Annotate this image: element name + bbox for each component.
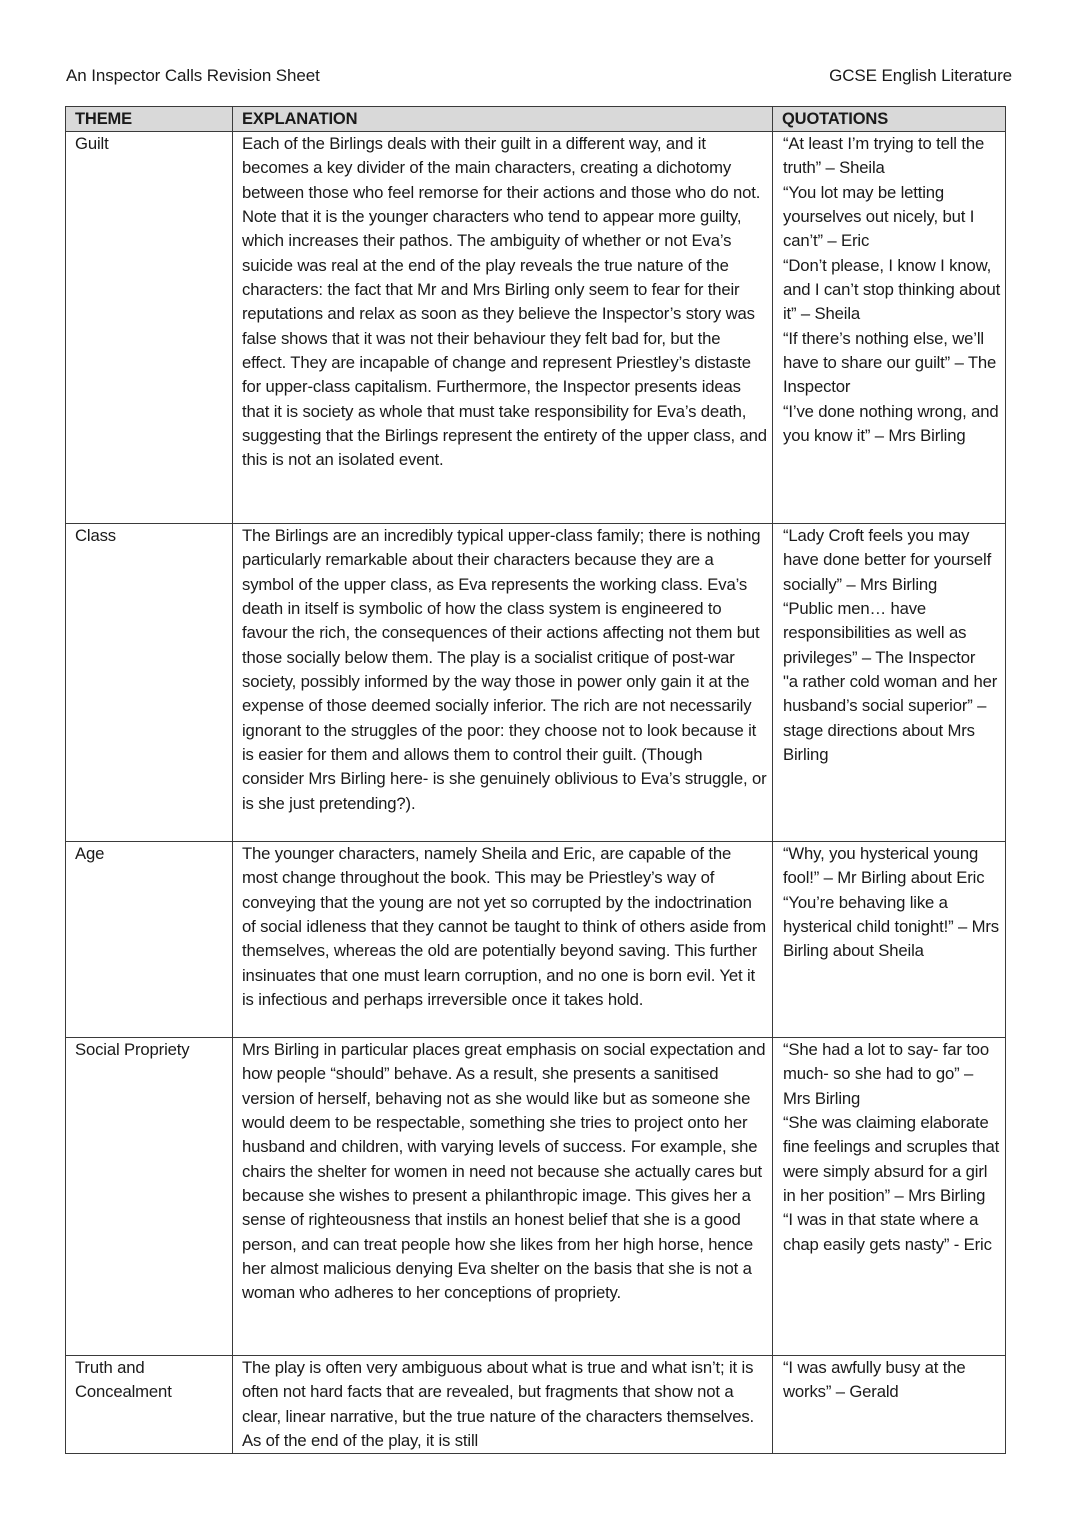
theme-cell: Social Propriety — [66, 1038, 233, 1356]
quotation: “She was claiming elaborate fine feelings and scruples that were simply absurd for a girl in her position” – Mrs Birling — [783, 1113, 1000, 1206]
quotation: “Public men… have responsibilities as well as privileges” – The Inspector — [783, 599, 976, 667]
revision-table — [65, 106, 1006, 1454]
theme-cell: Class — [66, 524, 233, 842]
quotation: "a rather cold woman and her husband’s social superior” – stage directions about Mrs Birling — [783, 672, 998, 765]
quotations-cell — [773, 132, 1006, 524]
table-row — [66, 1356, 1006, 1454]
quotation: “I was in that state where a chap easily gets nasty” - Eric — [783, 1210, 992, 1254]
quotation: “Why, you hysterical young fool!” – Mr Birling about Eric — [783, 844, 985, 888]
quotation: “You’re behaving like a hysterical child tonight!” – Mrs Birling about Sheila — [783, 892, 999, 961]
quotations-cell — [773, 524, 1006, 842]
explanation-cell: Each of the Birlings deals with their guilt in a different way, and it becomes a key divider of the main characters, creating a dichotomy between those who feel remorse for their actions and those who do not. Note that it is the younger characters who tend to appear more guilty, which increases their pathos. The ambiguity of whether or not Eva’s suicide was real at the end of the play reveals the true nature of the characters: the fact that Mr and Mrs Birling only seem to fear for their reputations and relax as soon as they believe the Inspector’s story was false shows that it was not their behaviour they felt bad for, but the effect. They are incapable of change and represent Priestley’s distaste for upper-class capitalism. Furthermore, the Inspector presents ideas that it is society as whole that must take responsibility for Eva’s death, suggesting that the Birlings represent the entirety of the upper class, and this is not an isolated event. — [233, 132, 773, 524]
quotations-cell — [773, 1356, 1006, 1454]
quotation: “I was awfully busy at the works” – Gerald — [783, 1358, 966, 1402]
table-row — [66, 1038, 1006, 1356]
quotation: “I’ve done nothing wrong, and you know it” – Mrs Birling — [783, 401, 999, 446]
document-title: An Inspector Calls Revision Sheet — [66, 66, 320, 85]
column-header-quotations: QUOTATIONS — [773, 107, 1006, 132]
quotation: “She had a lot to say- far too much- so she had to go” – Mrs Birling — [783, 1040, 990, 1108]
theme-cell: Guilt — [66, 132, 233, 524]
quotations-cell — [773, 842, 1006, 1038]
theme-cell: Age — [66, 842, 233, 1038]
quotation: “At least I’m trying to tell the truth” – Sheila — [783, 134, 985, 178]
table-row — [66, 132, 1006, 524]
page-header — [66, 66, 1012, 92]
table-row — [66, 524, 1006, 842]
quotation: “You lot may be letting yourselves out nicely, but I can’t” – Eric — [783, 182, 975, 251]
explanation-cell: The Birlings are an incredibly typical upper-class family; there is nothing particularly remarkable about their characters because they are a symbol of the upper class, as Eva represents the working class. Eva’s death in itself is symbolic of how the class system is engineered to favour the rich, the consequences of their actions affecting not them but those socially below them. The play is a socialist critique of post-war society, possibly informed by the way those in power only gain it at the expense of those deemed socially inferior. The rich are not necessarily ignorant to the struggles of the poor: they choose not to look because it is easier for them and allows them to control their guilt. (Though consider Mrs Birling here- is she genuinely oblivious to Eva’s struggle, or is she just pretending?). — [233, 524, 773, 842]
subject-label: GCSE English Literature — [829, 66, 1012, 85]
table-header-row — [66, 107, 1006, 132]
quotation: “Don’t please, I know I know, and I can’t stop thinking about it” – Sheila — [783, 255, 1001, 324]
quotation: “Lady Croft feels you may have done better for yourself socially” – Mrs Birling — [783, 526, 992, 594]
column-header-explanation: EXPLANATION — [233, 107, 773, 132]
quotation: “If there’s nothing else, we’ll have to share our guilt” – The Inspector — [783, 328, 997, 397]
explanation-cell: The younger characters, namely Sheila and Eric, are capable of the most change throughout the book. This may be Priestley’s way of conveying that the young are not yet so corrupted by the indoctrination of social idleness that they cannot be taught to think of others aside from themselves, whereas the old are potentially beyond saving. This further insinuates that one must learn corruption, and no one is born evil. Yet it is infectious and perhaps irreversible once it takes hold. — [233, 842, 773, 1038]
explanation-cell: Mrs Birling in particular places great emphasis on social expectation and how people “should” behave. As a result, she presents a sanitised version of herself, behaving not as she would like but as someone she would deem to be respectable, something she tries to project onto her husband and children, with varying levels of success. For example, she chairs the shelter for women in need not because she actually cares but because she wishes to present a philanthropic image. This gives her a sense of righteousness that instils an honest belief that she is a good person, and can treat people how she likes from her high horse, hence her almost malicious denying Eva shelter on the basis that she is not a woman who adheres to her conceptions of propriety. — [233, 1038, 773, 1356]
explanation-cell: The play is often very ambiguous about what is true and what isn’t; it is often not hard facts that are revealed, but fragments that show not a clear, linear narrative, but the true nature of the characters themselves. As of the end of the play, it is still — [233, 1356, 773, 1454]
theme-cell: Truth and Concealment — [66, 1356, 233, 1454]
column-header-theme: THEME — [66, 107, 233, 132]
table-row — [66, 842, 1006, 1038]
quotations-cell — [773, 1038, 1006, 1356]
